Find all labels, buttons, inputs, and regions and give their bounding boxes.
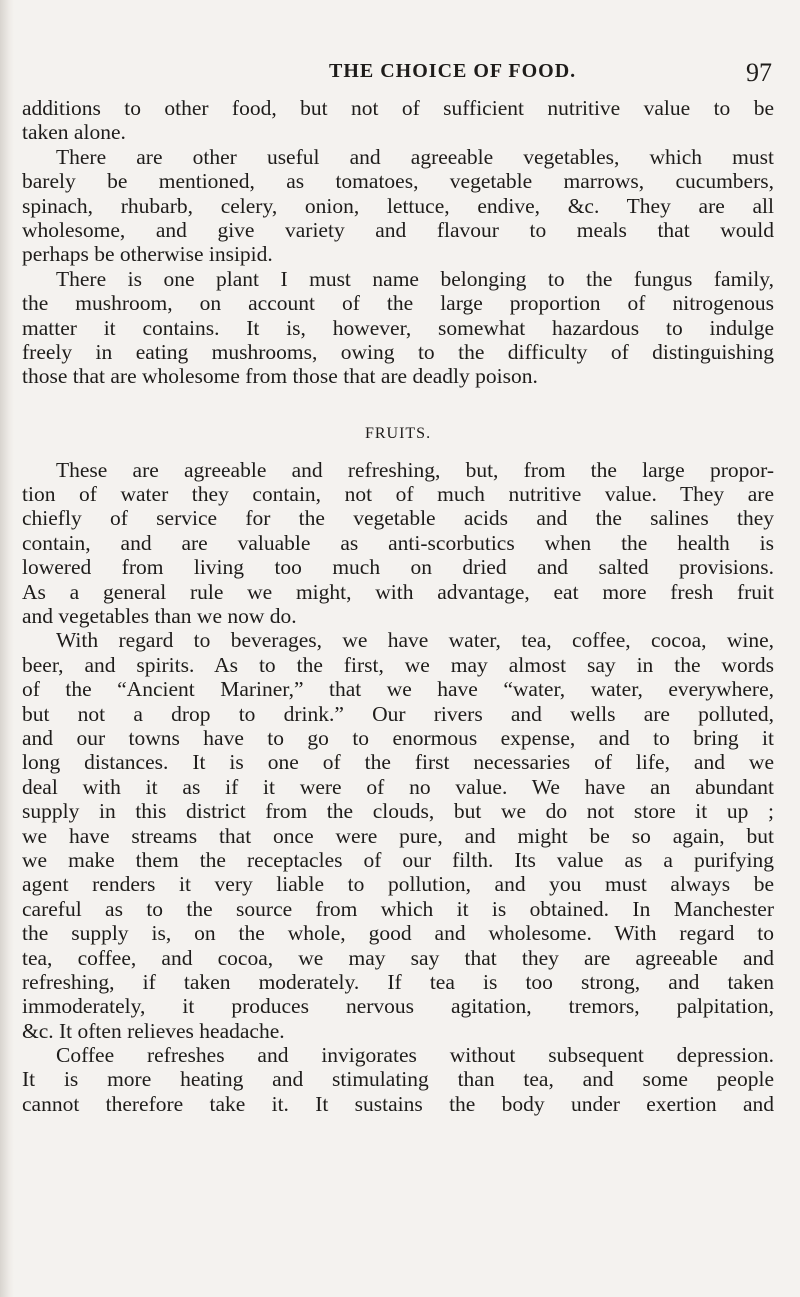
text-line: the supply is, on the whole, good and wholesome. With regard to <box>22 921 774 946</box>
paragraph <box>22 96 774 145</box>
text-line: tea, coffee, and cocoa, we may say that they are agreeable and <box>22 945 774 970</box>
text-line: chiefly of service for the vegetable acids and the salines they <box>22 506 774 531</box>
text-line: With regard to beverages, we have water, tea, coffee, cocoa, wine, <box>56 628 774 653</box>
running-title: THE CHOICE OF FOOD. <box>329 60 577 82</box>
text-line: &c. It often relieves headache. <box>22 1018 285 1043</box>
text-line: tion of water they contain, not of much nutritive value. They are <box>22 482 774 507</box>
text-line: those that are wholesome from those that are deadly poison. <box>22 364 538 389</box>
text-line: spinach, rhubarb, celery, onion, lettuce, endive, &c. They are all <box>22 193 774 218</box>
text-line: freely in eating mushrooms, owing to the difficulty of distinguishing <box>22 339 774 364</box>
text-line: agent renders it very liable to pollution, and you must always be <box>22 872 774 897</box>
text-line: There are other useful and agreeable vegetables, which must <box>56 144 774 169</box>
text-line: wholesome, and give variety and flavour to meals that would <box>22 217 774 242</box>
text-line: long distances. It is one of the first necessaries of life, and we <box>22 750 774 775</box>
text-line: immoderately, it produces nervous agitation, tremors, palpitation, <box>22 994 774 1019</box>
page-gutter-shadow <box>0 0 14 1297</box>
text-line: additions to other food, but not of sufficient nutritive value to be <box>22 96 774 120</box>
text-line: It is more heating and stimulating than tea, and some people <box>22 1067 774 1092</box>
paragraph <box>22 267 774 389</box>
text-line: deal with it as if it were of no value. We have an abundant <box>22 774 774 799</box>
section-heading: FRUITS. <box>364 424 432 442</box>
text-line: refreshing, if taken moderately. If tea is too strong, and taken <box>22 969 774 994</box>
text-line: but not a drop to drink.” Our rivers and wells are polluted, <box>22 701 774 726</box>
text-line: of the “Ancient Mariner,” that we have “water, water, everywhere, <box>22 677 774 702</box>
text-line: supply in this district from the clouds, but we do not store it up ; <box>22 799 774 824</box>
text-line: Coffee refreshes and invigorates without subsequent depression. <box>56 1043 774 1068</box>
text-line: careful as to the source from which it is obtained. In Manchester <box>22 896 774 921</box>
text-line: These are agreeable and refreshing, but, from the large propor- <box>56 457 774 482</box>
text-line: taken alone. <box>22 120 126 145</box>
text-line: barely be mentioned, as tomatoes, vegetable marrows, cucumbers, <box>22 169 774 194</box>
text-line: lowered from living too much on dried and salted provisions. <box>22 555 774 580</box>
text-line: contain, and are valuable as anti-scorbutics when the health is <box>22 530 774 555</box>
running-head <box>0 60 800 90</box>
paragraph <box>22 628 774 1043</box>
text-line: As a general rule we might, with advantage, eat more fresh fruit <box>22 579 774 604</box>
text-line: There is one plant I must name belonging to the fungus family, <box>56 266 774 291</box>
text-line: beer, and spirits. As to the first, we may almost say in the words <box>22 652 774 677</box>
text-line: perhaps be otherwise insipid. <box>22 242 273 267</box>
page-number: 97 <box>746 58 772 87</box>
text-line: cannot therefore take it. It sustains the body under exertion and <box>22 1091 774 1116</box>
text-line: matter it contains. It is, however, somewhat hazardous to indulge <box>22 315 774 340</box>
body-text <box>22 96 774 1116</box>
text-line: and our towns have to go to enormous expense, and to bring it <box>22 725 774 750</box>
text-line: and vegetables than we now do. <box>22 604 297 629</box>
paragraph <box>22 458 774 629</box>
paragraph <box>22 145 774 267</box>
text-line: the mushroom, on account of the large proportion of nitrogenous <box>22 291 774 316</box>
text-line: we have streams that once were pure, and might be so again, but <box>22 823 774 848</box>
text-line: we make them the receptacles of our filth. Its value as a purifying <box>22 847 774 872</box>
paragraph <box>22 1043 774 1116</box>
